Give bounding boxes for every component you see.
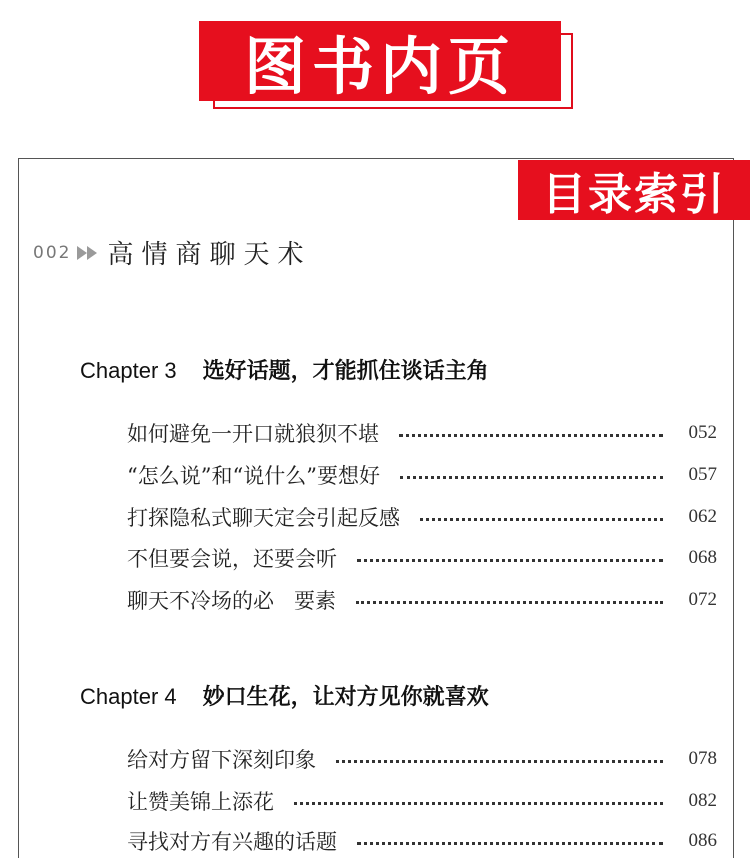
dot-leader <box>356 601 663 604</box>
toc-entry-page: 052 <box>688 422 717 443</box>
toc-entry-title: 聊天不冷场的必 要素 <box>127 589 337 613</box>
toc-entry-page: 068 <box>688 547 717 568</box>
toc-entry-title: “怎么说”和“说什么”要想好 <box>127 464 380 488</box>
toc-entry[interactable] <box>127 786 717 816</box>
toc-entry[interactable] <box>127 826 717 856</box>
index-tag-label: 目录索引 <box>542 169 726 220</box>
chapter-heading <box>80 354 489 385</box>
toc-entry-title: 打探隐私式聊天定会引起反感 <box>127 506 400 530</box>
toc-entry-page: 072 <box>688 589 717 610</box>
toc-entry[interactable] <box>127 543 717 573</box>
index-tag <box>518 160 750 220</box>
toc-entry[interactable] <box>127 744 717 774</box>
dot-leader <box>399 434 663 437</box>
toc-entry-page: 078 <box>688 748 717 769</box>
chapter-heading <box>80 680 489 711</box>
toc-entry-page: 086 <box>688 830 717 851</box>
dot-leader <box>357 842 663 845</box>
chapter-title: 选好话题，才能抓住谈话主角 <box>202 359 489 384</box>
banner-title: 图书内页 <box>243 29 516 103</box>
page-number: 002 <box>33 242 72 263</box>
dot-leader <box>420 518 663 521</box>
dot-leader <box>294 802 663 805</box>
toc-entry[interactable] <box>127 418 717 448</box>
dot-leader <box>357 559 663 562</box>
toc-entry-page: 057 <box>688 464 717 485</box>
toc-entry[interactable] <box>127 460 717 490</box>
dot-leader <box>336 760 663 763</box>
dot-leader <box>400 476 663 479</box>
toc-entry-title: 如何避免一开口就狼狈不堪 <box>127 422 379 446</box>
chapter-label: Chapter 3 <box>80 358 177 383</box>
toc-entry-title: 寻找对方有兴趣的话题 <box>127 830 337 854</box>
book-title: 高情商聊天术 <box>107 240 312 270</box>
toc-entry[interactable] <box>127 585 717 615</box>
toc-entry-title: 不但要会说，还要会听 <box>127 547 337 571</box>
toc-entry-title: 给对方留下深刻印象 <box>127 748 316 772</box>
chapter-label: Chapter 4 <box>80 684 177 709</box>
toc-entry-page: 082 <box>688 790 717 811</box>
running-header <box>33 234 311 271</box>
toc-entry-page: 062 <box>688 506 717 527</box>
top-banner <box>199 21 561 101</box>
chapter-title: 妙口生花，让对方见你就喜欢 <box>202 685 489 710</box>
toc-entry-title: 让赞美锦上添花 <box>127 790 274 814</box>
toc-entry[interactable] <box>127 502 717 532</box>
double-arrow-icon <box>77 246 99 260</box>
